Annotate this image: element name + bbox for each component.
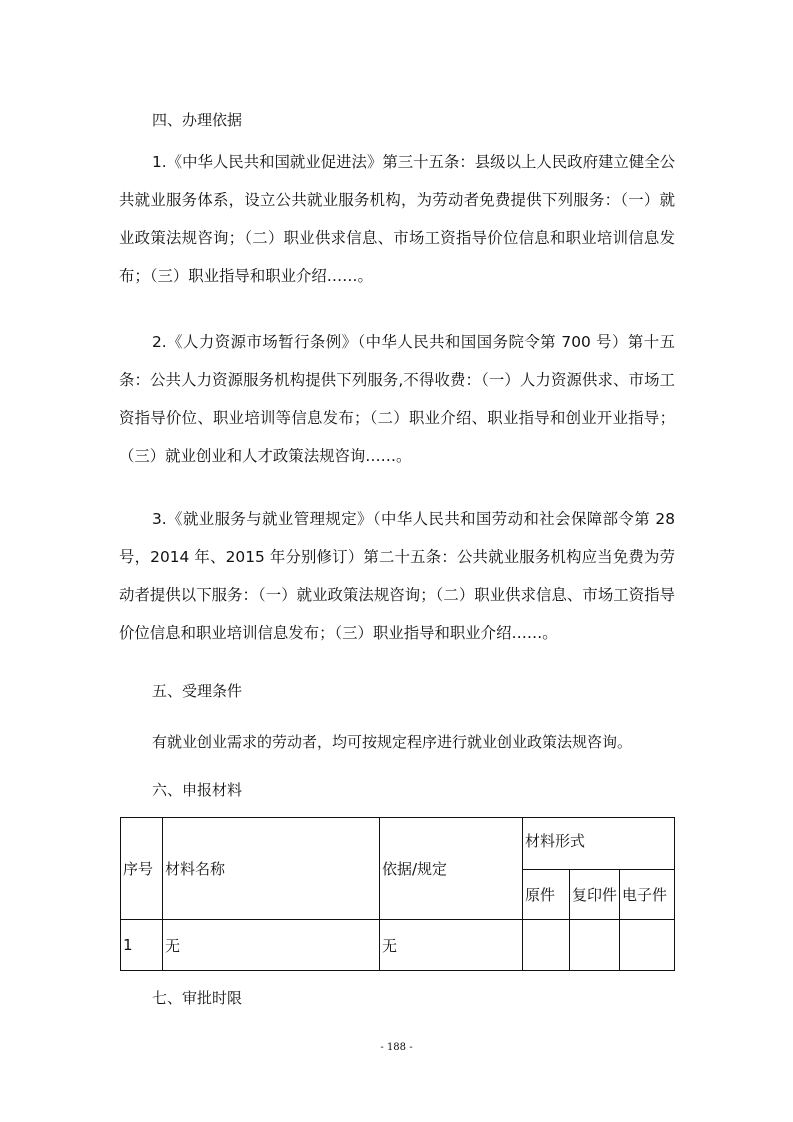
cell-basis: 无 — [380, 920, 523, 971]
table-row — [121, 920, 675, 971]
header-copy: 复印件 — [570, 870, 620, 920]
cell-original — [523, 920, 570, 971]
cell-serial-number: 1 — [121, 920, 163, 971]
cell-electronic — [620, 920, 675, 971]
header-material-form: 材料形式 — [523, 818, 675, 870]
cell-copy — [570, 920, 620, 971]
header-electronic: 电子件 — [620, 870, 675, 920]
section-heading-time-limit: 七、审批时限 — [152, 989, 243, 1007]
materials-table — [120, 817, 675, 971]
paragraph-employment-promotion-law: 1.《中华人民共和国就业促进法》第三十五条：县级以上人民政府建立健全公共就业服务体系，设立公共就业服务机构，为劳动者免费提供下列服务：（一）就业政策法规咨询；（二）职业供求信息、市场工资指导价位信息和职业培训信息发布；（三）职业指导和职业介绍……。 — [119, 153, 675, 285]
paragraph-employment-service-rules: 3.《就业服务与就业管理规定》（中华人民共和国劳动和社会保障部令第 28 号，2014 年、2015 年分别修订）第二十五条：公共就业服务机构应当免费为劳动者提供以下服务：（一）就业政策法规咨询；（二）职业供求信息、市场工资指导价位信息和职业培训信息发布；（三）职业指导和职业介绍……。 — [119, 510, 675, 642]
section-heading-conditions: 五、受理条件 — [152, 682, 243, 700]
section-heading-materials: 六、申报材料 — [152, 781, 243, 799]
paragraph-hr-market-regulation: 2.《人力资源市场暂行条例》（中华人民共和国国务院令第 700 号）第十五条：公共人力资源服务机构提供下列服务,不得收费：（一）人力资源供求、市场工资指导价位、职业培训等信息发布；（二）职业介绍、职业指导和创业开业指导；（三）就业创业和人才政策法规咨询……。 — [119, 333, 675, 465]
header-serial-number: 序号 — [121, 818, 163, 920]
conditions-text: 有就业创业需求的劳动者，均可按规定程序进行就业创业政策法规咨询。 — [152, 733, 633, 751]
header-original: 原件 — [523, 870, 570, 920]
header-material-name: 材料名称 — [163, 818, 380, 920]
section-heading-basis: 四、办理依据 — [152, 111, 243, 129]
page-number: - 188 - — [380, 1042, 413, 1053]
cell-material-name: 无 — [163, 920, 380, 971]
header-basis: 依据/规定 — [380, 818, 523, 920]
